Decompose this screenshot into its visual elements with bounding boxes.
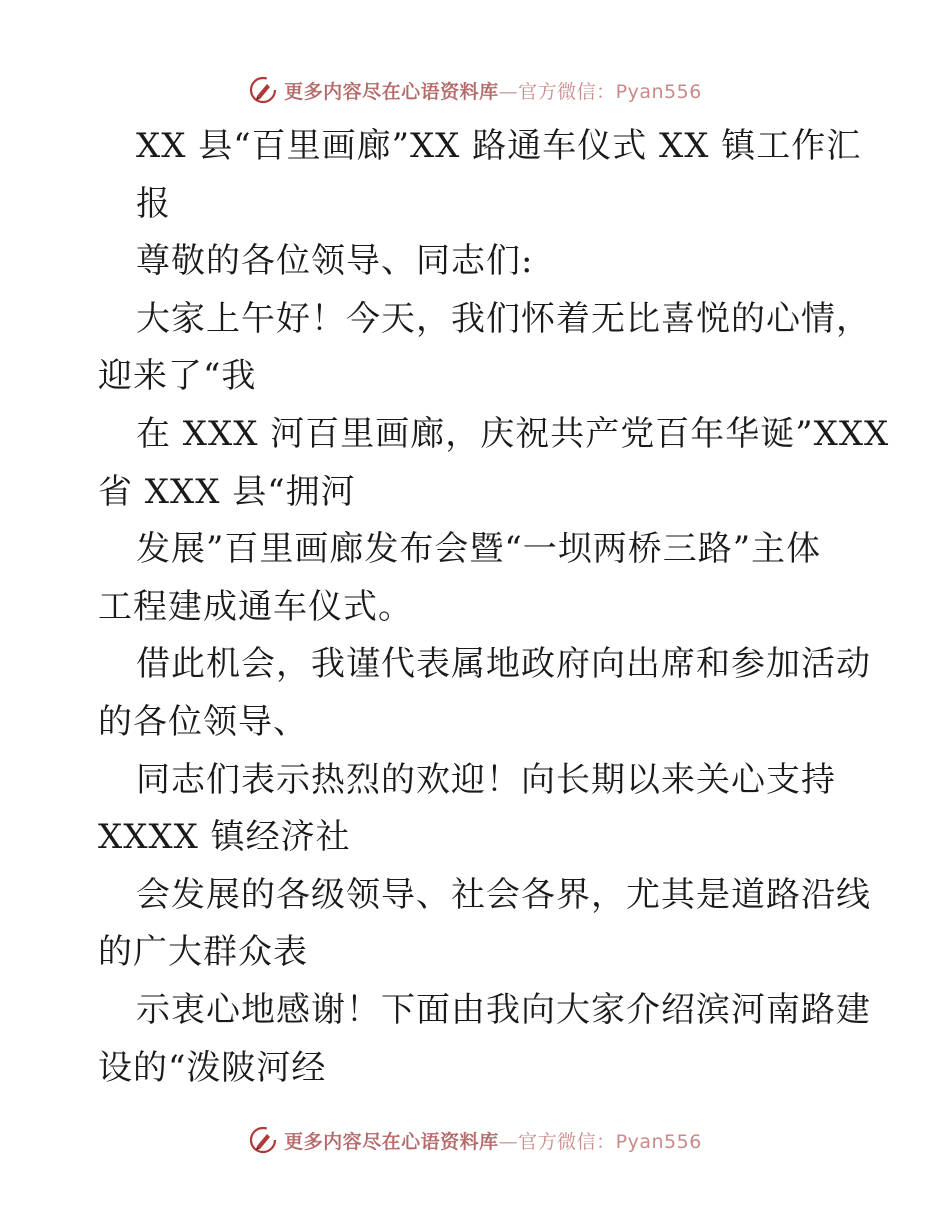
text-line: 工程建成通车仪式。 (98, 586, 413, 627)
text-line: XXXX 镇经济社 (98, 817, 351, 858)
text-line: 设的“泼陂河经 (98, 1047, 327, 1088)
pen-logo-icon (248, 1125, 278, 1155)
watermark-sub-text: 官方微信：Pyan556 (518, 1130, 702, 1153)
watermark-text (284, 77, 702, 104)
watermark-footer (0, 1120, 950, 1160)
watermark-sub-text: 官方微信：Pyan556 (518, 80, 702, 103)
text-line: 的各位领导、 (98, 701, 308, 742)
text-line: 报 (136, 183, 171, 224)
text-line: 的广大群众表 (98, 932, 308, 973)
watermark-text (284, 1127, 702, 1154)
text-line: XX 县“百里画廊”XX 路通车仪式 XX 镇工作汇 (136, 126, 862, 166)
text-line: 发展”百里画廊发布会暨“一坝两桥三路”主体 (136, 529, 822, 570)
text-line: 会发展的各级领导、社会各界，尤其是道路沿线 (136, 874, 871, 915)
text-line: 大家上午好！今天，我们怀着无比喜悦的心情， (136, 298, 871, 339)
watermark-main-text: 更多内容尽在心语资料库 (284, 1130, 499, 1153)
watermark-separator: — (498, 80, 519, 103)
watermark-header (0, 70, 950, 110)
text-line: 省 XXX 县“拥河 (98, 471, 356, 512)
text-line: 在 XXX 河百里画廊，庆祝共产党百年华诞”XXX (136, 413, 890, 454)
text-line: 迎来了“我 (98, 356, 257, 397)
text-line: 借此机会，我谨代表属地政府向出席和参加活动 (136, 644, 871, 685)
watermark-main-text: 更多内容尽在心语资料库 (284, 80, 499, 103)
document-body (98, 118, 890, 1097)
pen-logo-icon (248, 75, 278, 105)
text-line: 同志们表示热烈的欢迎！向长期以来关心支持 (136, 759, 836, 800)
text-line: 尊敬的各位领导、同志们: (136, 241, 534, 282)
watermark-separator: — (498, 1130, 519, 1153)
text-line: 示衷心地感谢！下面由我向大家介绍滨河南路建 (136, 989, 871, 1030)
